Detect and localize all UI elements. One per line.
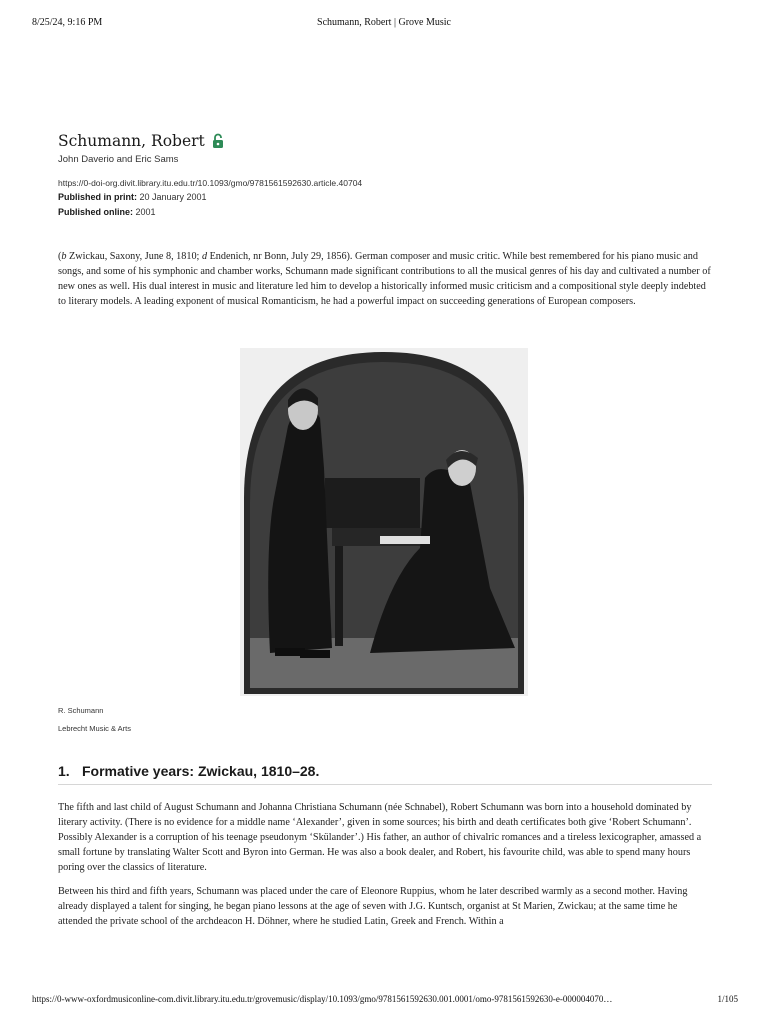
- section-title: Formative years: Zwickau, 1810–28.: [82, 763, 320, 779]
- article-title: Schumann, Robert: [58, 132, 205, 150]
- body-paragraph-2: Between his third and fifth years, Schumann was placed under the care of Eleonore Ruppius, whom he later described warmly as a second mother. Having already displayed a talent for singing, he began piano lessons at the age of seven with J.G. Kuntsch, organist at St Marien, Zwickau; at the same time he attended the private school of the archdeacon H. Döhner, where he studied Latin, Greek and French. Within a: [58, 886, 688, 927]
- section-number: 1.: [58, 763, 70, 779]
- published-online-label: Published online:: [58, 207, 134, 217]
- body-paragraph-1: The fifth and last child of August Schumann and Johanna Christiana Schumann (née Schnabel), Robert Schumann was born into a household dominated by literary activity. (There is no evidence for a middle name ‘Alexander’, given in some sources; his birth and death certificates both give ‘Robert Schumann’. Possibly Alexander is a corruption of his teenage pseudonym ‘Skülander’.) His father, an author of chivalric romances and a tireless lexicographer, amassed a small fortune by translating Walter Scott and Byron into German. He was also a book dealer, and Robert, his favourite child, was able to spend many hours poring over the classics of literature.: [58, 802, 702, 873]
- print-footer: [0, 994, 768, 1008]
- print-footer-url: https://0-www-oxfordmusiconline-com.divit.library.itu.edu.tr/grovemusic/display/10.1093/gmo/9781561592630.001.0001/omo-9781561592630-e-000004070…: [32, 994, 613, 1004]
- section-divider: [58, 784, 712, 785]
- published-in-print-label: Published in print:: [58, 192, 137, 202]
- born-abbrev: b: [61, 251, 67, 262]
- image-credit: Lebrecht Music & Arts: [58, 724, 131, 733]
- published-online-value: 2001: [135, 207, 156, 217]
- print-datetime: 8/25/24, 9:16 PM: [32, 17, 103, 28]
- intro-text: Endenich, nr Bonn, July 29, 1856). German composer and music critic. While best remembered for his piano music and songs, and some of his symphonic and chamber works, Schumann made significant contributions to all the musical genres of his day and cultivated a number of new ones as well. His dual interest in music and literature led him to develop a historically informed music criticism and a compositional style deeply indebted to literary models. A leading exponent of musical Romanticism, he had a powerful impact on succeeding generations of European composers.: [58, 251, 711, 307]
- published-in-print-value: 20 January 2001: [139, 192, 207, 202]
- article-title-row: [58, 132, 225, 150]
- died-abbrev: d: [201, 251, 208, 262]
- section-heading: [58, 763, 319, 779]
- page-number: 1/105: [717, 994, 738, 1004]
- schumann-photograph: [240, 348, 528, 696]
- intro-paragraph: (b Zwickau, Saxony, June 8, 1810; d Endenich, nr Bonn, July 29, 1856). German composer and music critic. While best remembered for his piano music and songs, and some of his symphonic and chamber works, Schumann made significant contributions to all the musical genres of his day and cultivated a number of new ones as well. His dual interest in music and literature led him to develop a historically informed music criticism and a compositional style deeply indebted to literary models. A leading exponent of musical Romanticism, he had a powerful impact on succeeding generations of European composers.: [58, 251, 711, 307]
- print-header: [0, 17, 768, 31]
- published-in-print: [58, 192, 207, 202]
- print-page-title: Schumann, Robert | Grove Music: [317, 17, 451, 28]
- image-caption: R. Schumann: [58, 706, 104, 715]
- published-online: [58, 207, 156, 217]
- open-access-lock-icon: [211, 133, 225, 149]
- intro-birth: Zwickau, Saxony, June 8, 1810;: [66, 251, 202, 262]
- doi-link[interactable]: https://0-doi-org.divit.library.itu.edu.tr/10.1093/gmo/9781561592630.article.40704: [58, 178, 363, 188]
- article-authors: John Daverio and Eric Sams: [58, 154, 179, 165]
